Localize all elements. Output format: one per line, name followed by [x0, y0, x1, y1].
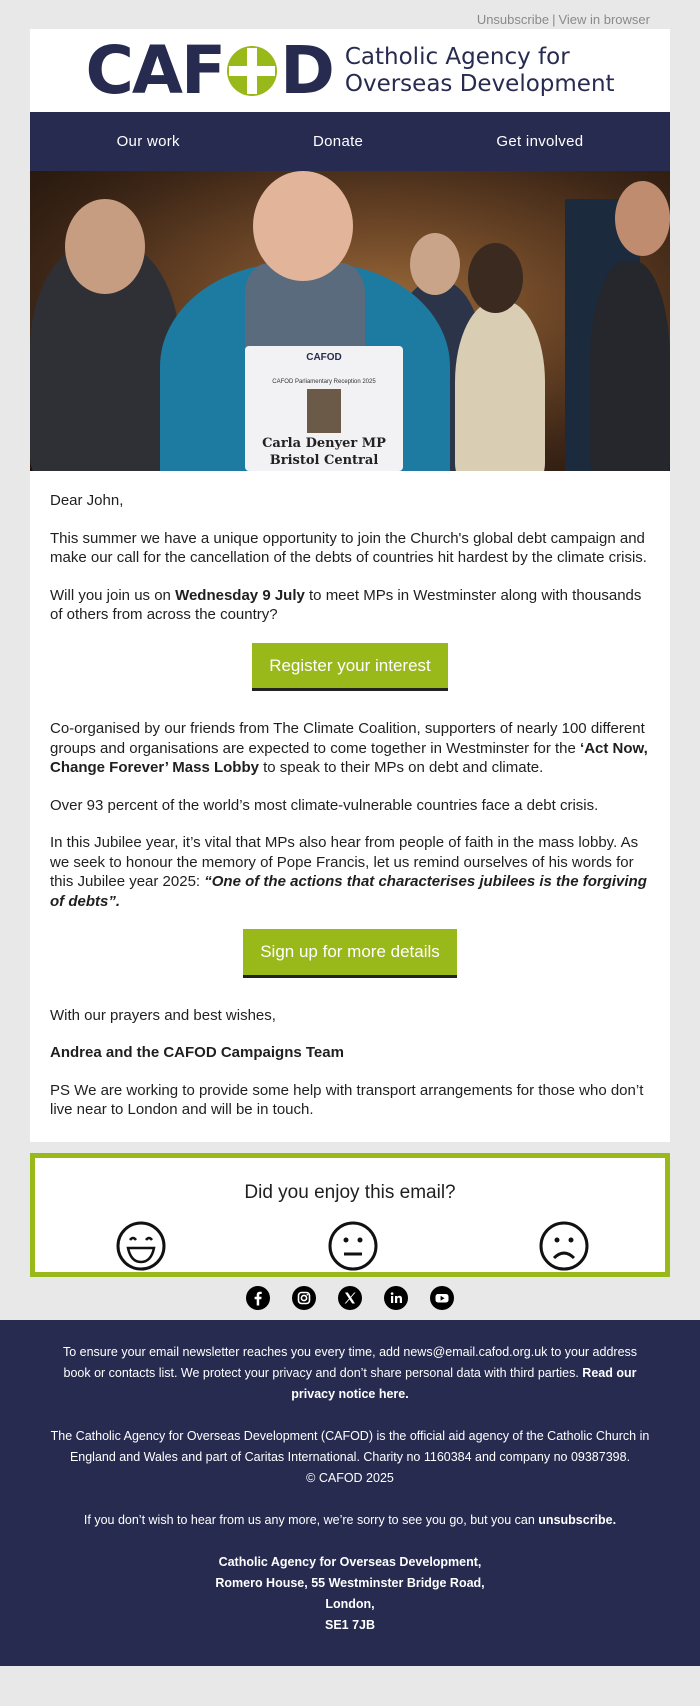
badge-photo — [307, 389, 341, 433]
badge-name: Carla Denyer MP — [262, 436, 386, 451]
signoff: With our prayers and best wishes, — [50, 1006, 276, 1024]
feedback-survey — [30, 1153, 670, 1277]
social-links — [0, 1277, 700, 1320]
button-wrap — [50, 643, 650, 692]
copyright: © CAFOD 2025 — [306, 1470, 394, 1485]
paragraph-jubilee — [50, 833, 650, 911]
survey-options — [35, 1204, 665, 1272]
paragraph-statistic: Over 93 percent of the world’s most climate-vulnerable countries face a debt crisis. — [50, 796, 599, 814]
linkedin-icon[interactable] — [384, 1286, 408, 1310]
text: If you don’t wish to hear from us any more, we’re sorry to see you go, but you can — [83, 1512, 539, 1527]
postal-address — [48, 1552, 652, 1636]
address-line: SE1 7JB — [324, 1617, 376, 1632]
background-person-head — [615, 181, 670, 256]
badge-logo: CAFOD — [306, 352, 342, 363]
badge-constituency: Bristol Central — [269, 453, 379, 468]
neutral-face-icon[interactable] — [327, 1220, 379, 1272]
footer — [0, 1320, 700, 1666]
instagram-icon[interactable] — [292, 1286, 316, 1310]
signature-text: Andrea and the CAFOD Campaigns Team — [50, 1044, 344, 1061]
paragraph-coalition — [50, 719, 650, 778]
text: Will you join us on — [50, 586, 176, 604]
main-person-head — [253, 171, 353, 281]
paragraph-intro: This summer we have a unique opportunity to join the Church's global debt campaign and make our call for the cancellation of the debts of countries hit hardest by the climate crisis. — [50, 529, 647, 566]
nav-bar — [30, 112, 670, 171]
sign-up-button[interactable]: Sign up for more details — [243, 929, 457, 978]
badge-subtitle: CAFOD Parliamentary Reception 2025 — [272, 379, 376, 385]
logo-text-left: CAF — [85, 31, 225, 109]
tagline-line1: Catholic Agency for — [344, 43, 570, 70]
unsubscribe-link[interactable]: Unsubscribe — [476, 12, 550, 27]
youtube-icon[interactable] — [430, 1286, 454, 1310]
event-date: Wednesday 9 July — [175, 586, 305, 604]
name-badge — [245, 346, 403, 471]
background-person-head — [468, 243, 523, 313]
register-interest-button[interactable]: Register your interest — [252, 643, 448, 692]
postscript: PS We are working to provide some help with transport arrangements for those who don’t live near to London and will be in touch. — [50, 1081, 644, 1118]
hero-image — [30, 171, 670, 471]
cafod-logo[interactable] — [85, 31, 333, 109]
email-container — [30, 29, 670, 1142]
background-person-head — [65, 199, 145, 294]
background-person-head — [410, 233, 460, 295]
address-line: Romero House, 55 Westminster Bridge Road, — [215, 1575, 485, 1590]
greeting: Dear John, — [50, 492, 124, 509]
facebook-icon[interactable] — [246, 1286, 270, 1310]
signature — [50, 1043, 650, 1063]
happy-face-icon[interactable] — [115, 1220, 167, 1272]
email-body — [30, 471, 670, 1142]
footer-newsletter-note — [48, 1342, 652, 1405]
footer-unsubscribe-note — [48, 1510, 652, 1531]
sad-face-icon[interactable] — [538, 1220, 590, 1272]
nav-our-work[interactable]: Our work — [116, 133, 180, 150]
survey-title: Did you enjoy this email? — [244, 1181, 456, 1203]
header — [30, 29, 670, 112]
address-line: Catholic Agency for Overseas Development, — [218, 1554, 482, 1569]
text: Co-organised by our friends from The Climate Coalition, supporters of nearly 100 different groups and organisations are expected to come together in Westminster for the — [50, 720, 645, 757]
privacy-notice-link[interactable]: Read our privacy notice here. — [291, 1365, 637, 1401]
footer-unsubscribe-link[interactable]: unsubscribe. — [538, 1512, 617, 1527]
x-twitter-icon[interactable] — [338, 1286, 362, 1310]
pope-quote: “One of the actions that characterises jubilees is the forgiving of debts”. — [50, 873, 647, 910]
logo-text-right: D — [280, 31, 333, 109]
text: To ensure your email newsletter reaches you every time, add news@email.cafod.org.uk to your address book or contacts list. We protect your privacy and don’t share personal data with third parties. — [62, 1344, 638, 1380]
text: to meet MPs in Westminster along with thousands of others from across the country? — [50, 586, 642, 623]
background-person — [455, 301, 545, 471]
tagline-line2: Overseas Development — [344, 70, 615, 97]
top-links — [0, 0, 700, 29]
nav-donate[interactable]: Donate — [313, 133, 364, 150]
nav-get-involved[interactable]: Get involved — [496, 133, 584, 150]
address-line: London, — [325, 1596, 375, 1611]
spacer — [0, 1142, 700, 1153]
paragraph-invite — [50, 586, 650, 625]
background-person — [590, 261, 670, 471]
mass-lobby-name: ‘Act Now, Change Forever’ Mass Lobby — [50, 739, 648, 776]
separator: | — [552, 12, 556, 27]
button-wrap — [50, 929, 650, 978]
text: to speak to their MPs on debt and climate. — [258, 759, 544, 776]
cross-logo-icon — [226, 45, 278, 97]
view-in-browser-link[interactable]: View in browser — [558, 12, 650, 27]
text: In this Jubilee year, it’s vital that MPs also hear from people of faith in the mass lobby. As we seek to honour the memory of Pope Francis, let us remind ourselves of his words for this Jubilee year 2025: — [50, 834, 639, 890]
text: The Catholic Agency for Overseas Development (CAFOD) is the official aid agency of the Catholic Church in England and Wales and part of Caritas International. Charity no 1160384 and company no 09387398. — [50, 1428, 650, 1464]
footer-charity-info — [48, 1426, 652, 1489]
tagline — [345, 44, 615, 98]
